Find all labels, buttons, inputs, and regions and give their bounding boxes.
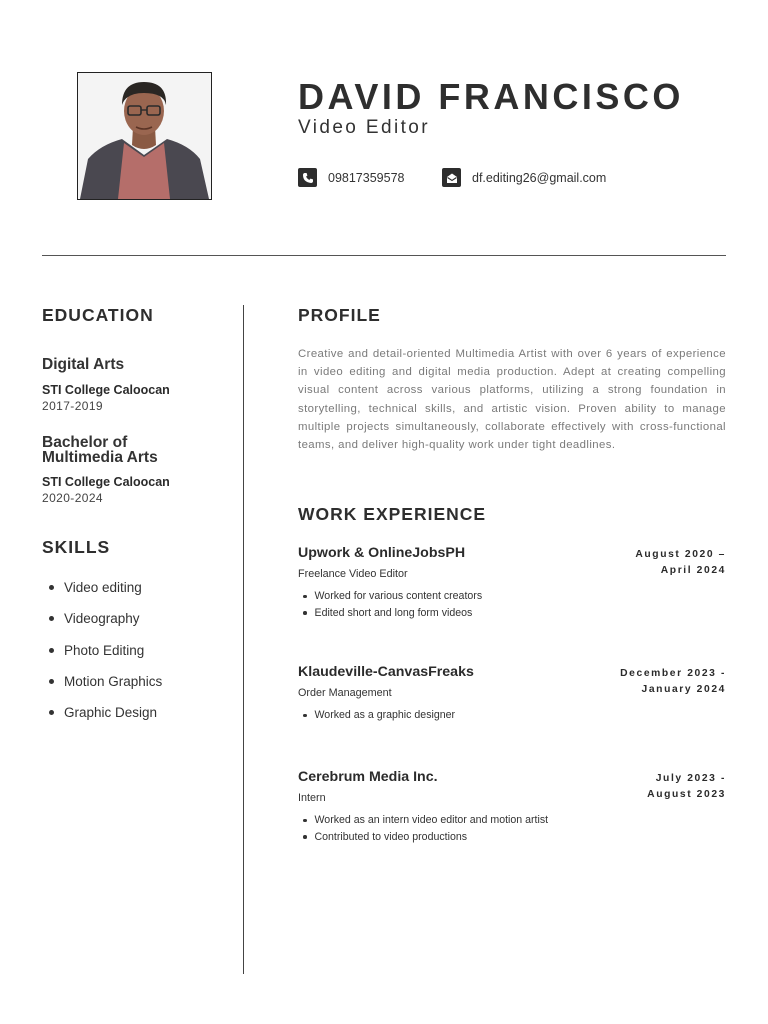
- work-experience-heading: WORK EXPERIENCE: [298, 504, 487, 524]
- phone-icon: [298, 168, 317, 187]
- profile-summary: Creative and detail-oriented Multimedia Artist with over 6 years of experience in video editing and digital media production. Adept at creating compelling visual content across various platforms, utilizing a strong foundation in storytelling, technical skills, and artistic vision. Proven ability to manage multiple projects simultaneously, collaborate effectively with cross-functional teams, and deliver high-quality work under tight deadlines.: [298, 348, 726, 452]
- skills-heading: SKILLS: [42, 537, 111, 557]
- education-degree-line: Bachelor of: [42, 434, 128, 451]
- job-bullet-text: Worked for various content creators: [314, 590, 483, 603]
- phone-number: 09817359578: [328, 170, 405, 185]
- bullet-icon: [303, 595, 307, 599]
- column-divider: [243, 305, 244, 974]
- list-item: [298, 829, 548, 846]
- profile-photo: [77, 72, 212, 200]
- skill-label: Motion Graphics: [64, 674, 163, 690]
- candidate-name: DAVID FRANCISCO: [298, 76, 684, 117]
- job-dates: [620, 666, 726, 698]
- skill-label: Videography: [64, 611, 140, 627]
- list-item: [42, 666, 162, 697]
- list-item: [42, 697, 162, 728]
- list-item: [42, 603, 162, 634]
- job-bullet-text: Edited short and long form videos: [314, 606, 473, 619]
- job-company: Upwork & OnlineJobsPH: [298, 545, 466, 561]
- job-date-end: August 2023: [647, 789, 726, 800]
- email-address: df.editing26@gmail.com: [472, 170, 607, 185]
- bullet-icon: [303, 611, 307, 615]
- job-dates: [647, 771, 726, 803]
- job-bullet-text: Worked as an intern video editor and motion artist: [314, 814, 549, 827]
- job-position: Intern: [298, 792, 326, 804]
- list-item: [298, 605, 482, 622]
- job-dates: [635, 547, 726, 579]
- job-date-start: December 2023 -: [620, 668, 726, 679]
- job-date-end: January 2024: [641, 684, 726, 695]
- bullet-icon: [49, 679, 54, 684]
- job-bullets: [298, 588, 482, 621]
- education-degree: Digital Arts: [42, 356, 125, 373]
- skill-label: Photo Editing: [64, 642, 145, 658]
- envelope-icon: [442, 168, 461, 187]
- education-degree-line: Multimedia Arts: [42, 449, 158, 466]
- education-heading: EDUCATION: [42, 305, 154, 325]
- job-date-start: July 2023 -: [655, 773, 726, 784]
- job-bullets: [298, 707, 455, 724]
- skill-label: Graphic Design: [64, 705, 158, 721]
- bullet-icon: [49, 648, 54, 653]
- bullet-icon: [303, 835, 307, 839]
- person-portrait-icon: [78, 73, 211, 199]
- education-school: STI College Caloocan: [42, 383, 170, 397]
- job-bullet-text: Worked as a graphic designer: [314, 709, 456, 722]
- header-divider: [42, 255, 726, 256]
- email-contact[interactable]: [442, 168, 606, 187]
- job-date-start: August 2020 –: [635, 549, 726, 560]
- bullet-icon: [49, 585, 54, 590]
- bullet-icon: [303, 714, 307, 718]
- education-degree: [42, 435, 158, 465]
- list-item: [298, 812, 548, 829]
- job-company: Klaudeville-CanvasFreaks: [298, 664, 474, 680]
- education-years: 2020-2024: [42, 491, 103, 505]
- skills-list: [42, 572, 162, 728]
- skill-label: Video editing: [64, 580, 142, 596]
- list-item: [298, 707, 455, 724]
- list-item: [42, 572, 162, 603]
- bullet-icon: [303, 819, 307, 823]
- job-date-end: April 2024: [660, 565, 726, 576]
- candidate-role: Video Editor: [298, 117, 430, 138]
- education-school: STI College Caloocan: [42, 475, 170, 489]
- list-item: [42, 635, 162, 666]
- bullet-icon: [49, 616, 54, 621]
- job-bullet-text: Contributed to video productions: [314, 830, 468, 843]
- bullet-icon: [49, 710, 54, 715]
- job-position: Order Management: [298, 687, 392, 699]
- job-bullets: [298, 812, 548, 845]
- profile-heading: PROFILE: [298, 305, 381, 325]
- job-position: Freelance Video Editor: [298, 568, 408, 580]
- education-years: 2017-2019: [42, 399, 103, 413]
- list-item: [298, 588, 482, 605]
- phone-contact[interactable]: [298, 168, 404, 187]
- job-company: Cerebrum Media Inc.: [298, 769, 438, 785]
